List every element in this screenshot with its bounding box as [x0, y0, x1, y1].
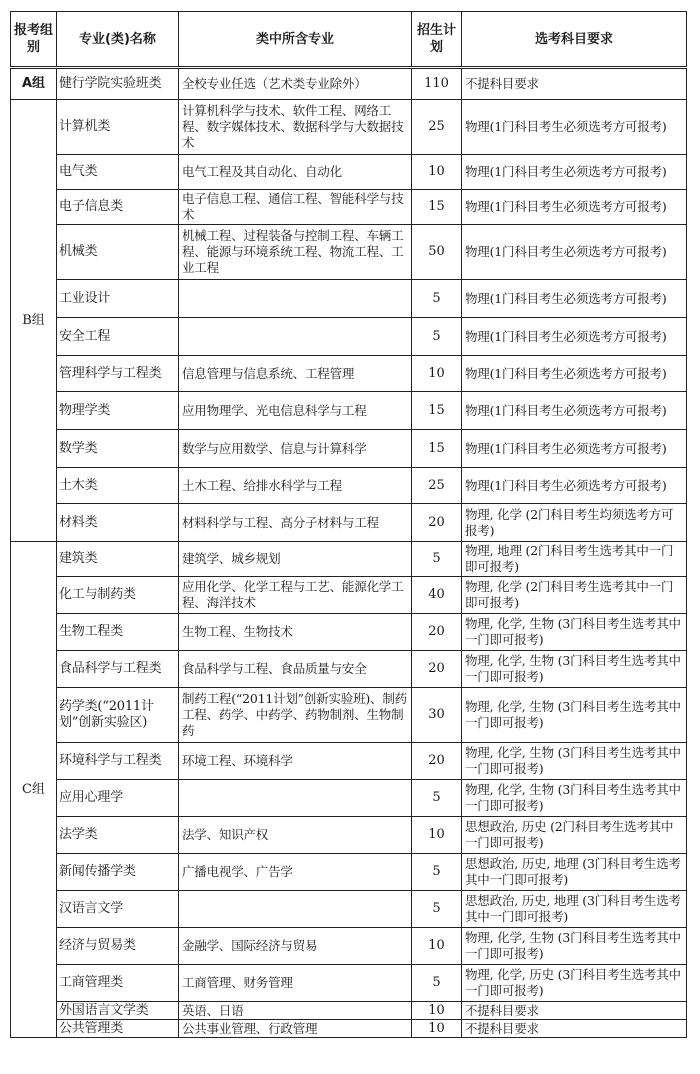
program-name: 汉语言文学 — [57, 891, 179, 928]
table-row — [11, 651, 687, 688]
included-majors: 数学与应用数学、信息与计算科学 — [179, 430, 412, 468]
included-majors: 信息管理与信息系统、工程管理 — [179, 356, 412, 392]
table-row — [11, 928, 687, 965]
enrollment-plan: 10 — [412, 928, 462, 965]
enrollment-plan: 20 — [412, 743, 462, 780]
program-name: 材料类 — [57, 504, 179, 542]
program-name: 公共管理类 — [57, 1020, 179, 1038]
included-majors: 食品科学与工程、食品质量与安全 — [179, 651, 412, 688]
included-majors: 法学、知识产权 — [179, 817, 412, 854]
included-majors: 英语、日语 — [179, 1002, 412, 1020]
included-majors: 工商管理、财务管理 — [179, 965, 412, 1002]
table-row — [11, 854, 687, 891]
subject-requirement: 物理(1门科目考生必须选考方可报考) — [462, 100, 687, 155]
table-row — [11, 965, 687, 1002]
enrollment-plan: 25 — [412, 468, 462, 504]
program-name: 建筑类 — [57, 542, 179, 577]
subject-requirement: 思想政治, 历史, 地理 (3门科目考生选考其中一门即可报考) — [462, 854, 687, 891]
table-row — [11, 100, 687, 155]
program-name: 工业设计 — [57, 280, 179, 318]
table-row — [11, 225, 687, 280]
subject-requirement: 物理, 化学 (2门科目考生选考其中一门即可报考) — [462, 577, 687, 614]
table-row — [11, 430, 687, 468]
header-name: 专业(类)名称 — [57, 12, 179, 68]
program-name: 电子信息类 — [57, 190, 179, 225]
table-row — [11, 614, 687, 651]
table-row — [11, 688, 687, 743]
enrollment-plan: 10 — [412, 817, 462, 854]
subject-requirement: 物理(1门科目考生必须选考方可报考) — [462, 430, 687, 468]
table-row — [11, 780, 687, 817]
table-row — [11, 392, 687, 430]
subject-requirement: 物理(1门科目考生必须选考方可报考) — [462, 468, 687, 504]
subject-requirement: 物理, 地理 (2门科目考生选考其中一门即可报考) — [462, 542, 687, 577]
included-majors — [179, 318, 412, 356]
enrollment-plan: 5 — [412, 780, 462, 817]
enrollment-plan: 40 — [412, 577, 462, 614]
enrollment-plan: 30 — [412, 688, 462, 743]
program-name: 机械类 — [57, 225, 179, 280]
table-row — [11, 1002, 687, 1020]
subject-requirement: 不提科目要求 — [462, 1020, 687, 1038]
included-majors: 机械工程、过程装备与控制工程、车辆工程、能源与环境系统工程、物流工程、工业工程 — [179, 225, 412, 280]
included-majors: 材料科学与工程、高分子材料与工程 — [179, 504, 412, 542]
subject-requirement: 物理, 化学, 生物 (3门科目考生选考其中一门即可报考) — [462, 614, 687, 651]
subject-requirement: 物理, 化学, 生物 (3门科目考生选考其中一门即可报考) — [462, 780, 687, 817]
group-label: B组 — [11, 100, 57, 542]
program-name: 应用心理学 — [57, 780, 179, 817]
table-header-row — [11, 12, 687, 68]
program-name: 食品科学与工程类 — [57, 651, 179, 688]
header-group: 报考组别 — [11, 12, 57, 68]
group-label: A组 — [11, 68, 57, 100]
included-majors: 电子信息工程、通信工程、智能科学与技术 — [179, 190, 412, 225]
enrollment-plan: 5 — [412, 891, 462, 928]
subject-requirement: 物理(1门科目考生必须选考方可报考) — [462, 225, 687, 280]
table-row — [11, 891, 687, 928]
program-name: 化工与制药类 — [57, 577, 179, 614]
enrollment-plan: 15 — [412, 392, 462, 430]
enrollment-plan: 5 — [412, 542, 462, 577]
enrollment-plan: 5 — [412, 318, 462, 356]
enrollment-plan: 5 — [412, 965, 462, 1002]
program-name: 生物工程类 — [57, 614, 179, 651]
table-row — [11, 68, 687, 100]
header-majors: 类中所含专业 — [179, 12, 412, 68]
admission-plan-table — [10, 11, 687, 1038]
subject-requirement: 思想政治, 历史 (2门科目考生选考其中一门即可报考) — [462, 817, 687, 854]
enrollment-plan: 20 — [412, 614, 462, 651]
included-majors: 生物工程、生物技术 — [179, 614, 412, 651]
program-name: 安全工程 — [57, 318, 179, 356]
program-name: 物理学类 — [57, 392, 179, 430]
program-name: 新闻传播学类 — [57, 854, 179, 891]
included-majors: 金融学、国际经济与贸易 — [179, 928, 412, 965]
table-row — [11, 817, 687, 854]
subject-requirement: 不提科目要求 — [462, 68, 687, 100]
program-name: 法学类 — [57, 817, 179, 854]
enrollment-plan: 25 — [412, 100, 462, 155]
table-row — [11, 318, 687, 356]
included-majors: 土木工程、给排水科学与工程 — [179, 468, 412, 504]
included-majors: 制药工程(“2011计划”创新实验班)、制药工程、药学、中药学、药物制剂、生物制药 — [179, 688, 412, 743]
program-name: 药学类(“2011计划”创新实验区) — [57, 688, 179, 743]
program-name: 经济与贸易类 — [57, 928, 179, 965]
subject-requirement: 物理, 化学, 生物 (3门科目考生选考其中一门即可报考) — [462, 928, 687, 965]
enrollment-plan: 10 — [412, 356, 462, 392]
included-majors: 应用化学、化学工程与工艺、能源化学工程、海洋技术 — [179, 577, 412, 614]
included-majors: 广播电视学、广告学 — [179, 854, 412, 891]
table-row — [11, 468, 687, 504]
subject-requirement: 思想政治, 历史, 地理 (3门科目考生选考其中一门即可报考) — [462, 891, 687, 928]
enrollment-plan: 5 — [412, 280, 462, 318]
included-majors — [179, 280, 412, 318]
program-name: 工商管理类 — [57, 965, 179, 1002]
subject-requirement: 物理, 化学 (2门科目考生均须选考方可报考) — [462, 504, 687, 542]
program-name: 环境科学与工程类 — [57, 743, 179, 780]
subject-requirement: 物理(1门科目考生必须选考方可报考) — [462, 155, 687, 190]
program-name: 计算机类 — [57, 100, 179, 155]
program-name: 数学类 — [57, 430, 179, 468]
included-majors: 公共事业管理、行政管理 — [179, 1020, 412, 1038]
table-row — [11, 280, 687, 318]
program-name: 土木类 — [57, 468, 179, 504]
table-row — [11, 743, 687, 780]
subject-requirement: 物理, 化学, 生物 (3门科目考生选考其中一门即可报考) — [462, 651, 687, 688]
program-name: 外国语言文学类 — [57, 1002, 179, 1020]
table-row — [11, 542, 687, 577]
included-majors — [179, 891, 412, 928]
subject-requirement: 物理(1门科目考生必须选考方可报考) — [462, 280, 687, 318]
subject-requirement: 物理(1门科目考生必须选考方可报考) — [462, 392, 687, 430]
enrollment-plan: 15 — [412, 430, 462, 468]
subject-requirement: 物理, 化学, 生物 (3门科目考生选考其中一门即可报考) — [462, 688, 687, 743]
enrollment-plan: 20 — [412, 651, 462, 688]
included-majors: 电气工程及其自动化、自动化 — [179, 155, 412, 190]
program-name: 健行学院实验班类 — [57, 68, 179, 100]
included-majors: 计算机科学与技术、软件工程、网络工程、数字媒体技术、数据科学与大数据技术 — [179, 100, 412, 155]
subject-requirement: 物理, 化学, 历史 (3门科目考生选考其中一门即可报考) — [462, 965, 687, 1002]
table-row — [11, 577, 687, 614]
header-plan: 招生计划 — [412, 12, 462, 68]
included-majors: 环境工程、环境科学 — [179, 743, 412, 780]
included-majors: 应用物理学、光电信息科学与工程 — [179, 392, 412, 430]
subject-requirement: 不提科目要求 — [462, 1002, 687, 1020]
table-row — [11, 356, 687, 392]
included-majors: 建筑学、城乡规划 — [179, 542, 412, 577]
enrollment-plan: 5 — [412, 854, 462, 891]
program-name: 管理科学与工程类 — [57, 356, 179, 392]
program-name: 电气类 — [57, 155, 179, 190]
table-row — [11, 190, 687, 225]
included-majors: 全校专业任选（艺术类专业除外） — [179, 68, 412, 100]
enrollment-plan: 10 — [412, 155, 462, 190]
enrollment-plan: 110 — [412, 68, 462, 100]
enrollment-plan: 20 — [412, 504, 462, 542]
enrollment-plan: 10 — [412, 1020, 462, 1038]
table-row — [11, 1020, 687, 1038]
included-majors — [179, 780, 412, 817]
enrollment-plan: 50 — [412, 225, 462, 280]
subject-requirement: 物理(1门科目考生必须选考方可报考) — [462, 356, 687, 392]
enrollment-plan: 15 — [412, 190, 462, 225]
table-row — [11, 504, 687, 542]
subject-requirement: 物理, 化学, 生物 (3门科目考生选考其中一门即可报考) — [462, 743, 687, 780]
enrollment-plan: 10 — [412, 1002, 462, 1020]
table-row — [11, 155, 687, 190]
subject-requirement: 物理(1门科目考生必须选考方可报考) — [462, 190, 687, 225]
header-requirement: 选考科目要求 — [462, 12, 687, 68]
table-body — [11, 68, 687, 1038]
group-label: C组 — [11, 542, 57, 1038]
subject-requirement: 物理(1门科目考生必须选考方可报考) — [462, 318, 687, 356]
